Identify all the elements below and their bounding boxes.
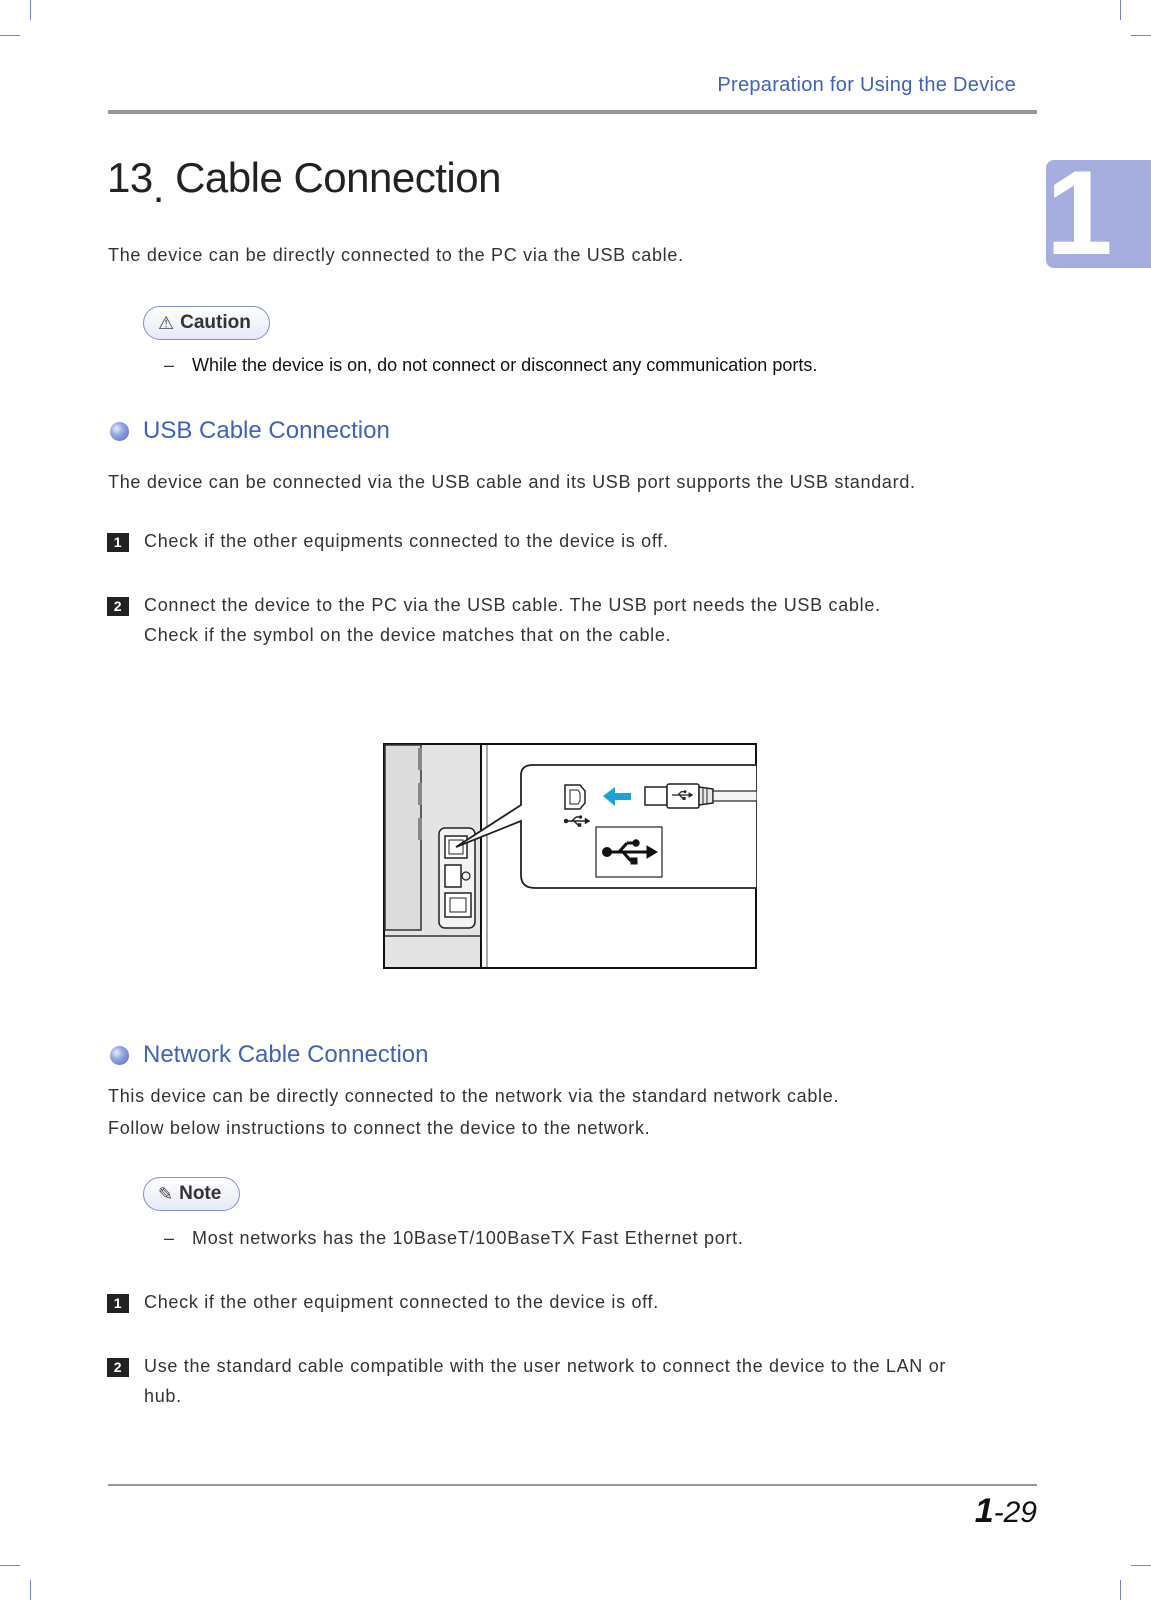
step-number: 1 bbox=[107, 1294, 129, 1313]
dash-marker: – bbox=[164, 1228, 175, 1248]
crop-mark bbox=[30, 1580, 31, 1600]
crop-mark bbox=[1120, 1580, 1121, 1600]
usb-section-heading bbox=[110, 417, 390, 445]
usb-description: The device can be connected via the USB cable and its USB port supports the USB standard. bbox=[108, 472, 916, 492]
section-bullet-icon bbox=[110, 1046, 129, 1065]
running-header: Preparation for Using the Device bbox=[717, 74, 1016, 96]
warning-triangle-icon: ⚠ bbox=[158, 312, 175, 333]
page-title-dot: . bbox=[152, 164, 164, 211]
page-number-separator: - bbox=[993, 1496, 1004, 1529]
usb-b-port-icon bbox=[565, 785, 585, 809]
header-divider bbox=[108, 110, 1037, 114]
network-section-title: Network Cable Connection bbox=[143, 1041, 429, 1068]
page-title bbox=[107, 154, 501, 211]
step-text: Use the standard cable compatible with the user network to connect the device to the LAN or bbox=[144, 1356, 947, 1376]
lan-port bbox=[445, 893, 471, 917]
step-text: hub. bbox=[144, 1386, 182, 1406]
step-text: Check if the other equipment connected to the device is off. bbox=[144, 1292, 659, 1312]
step-text: Connect the device to the PC via the USB cable. The USB port needs the USB cable. bbox=[144, 595, 881, 615]
page-title-text: Cable Connection bbox=[175, 154, 501, 201]
crop-mark bbox=[0, 35, 20, 36]
chapter-tab bbox=[1046, 146, 1151, 280]
note-item bbox=[164, 1228, 744, 1249]
note-label: Note bbox=[179, 1183, 222, 1204]
network-section-heading bbox=[110, 1041, 428, 1069]
page-number-page: 29 bbox=[1003, 1496, 1037, 1529]
footer-divider bbox=[108, 1484, 1037, 1486]
step-number: 2 bbox=[107, 597, 129, 616]
crop-mark bbox=[30, 0, 31, 20]
step-number: 2 bbox=[107, 1358, 129, 1377]
chapter-tab-number: 1 bbox=[1046, 146, 1113, 280]
crop-mark bbox=[1131, 1565, 1151, 1566]
step-number: 1 bbox=[107, 533, 129, 552]
usb-cable-plug bbox=[645, 787, 667, 805]
page-title-number: 13 bbox=[107, 154, 153, 201]
usb-connection-figure bbox=[383, 743, 757, 969]
note-item-text: Most networks has the 10BaseT/100BaseTX Fast Ethernet port. bbox=[192, 1228, 744, 1248]
usb-section-title: USB Cable Connection bbox=[143, 417, 390, 444]
dash-marker: – bbox=[164, 355, 175, 375]
step-text: Check if the symbol on the device matches that on the cable. bbox=[144, 625, 672, 645]
caution-label: Caution bbox=[180, 312, 251, 333]
intro-paragraph: The device can be directly connected to the PC via the USB cable. bbox=[108, 245, 684, 265]
crop-mark bbox=[0, 1565, 20, 1566]
network-description-line-2: Follow below instructions to connect the device to the network. bbox=[108, 1118, 651, 1138]
pencil-icon: ✎ bbox=[158, 1183, 174, 1204]
crop-mark bbox=[1131, 35, 1151, 36]
note-badge bbox=[143, 1177, 240, 1211]
caution-item-text: While the device is on, do not connect or disconnect any communication ports. bbox=[192, 355, 818, 375]
section-bullet-icon bbox=[110, 422, 129, 441]
page-number bbox=[975, 1492, 1037, 1531]
page-number-chapter: 1 bbox=[974, 1492, 994, 1530]
network-description-line-1: This device can be directly connected to the network via the standard network cable. bbox=[108, 1086, 840, 1106]
caution-badge bbox=[143, 306, 270, 340]
step-text: Check if the other equipments connected to the device is off. bbox=[144, 531, 669, 551]
crop-mark bbox=[1120, 0, 1121, 20]
usb-cable bbox=[713, 791, 757, 801]
caution-item bbox=[164, 355, 817, 376]
